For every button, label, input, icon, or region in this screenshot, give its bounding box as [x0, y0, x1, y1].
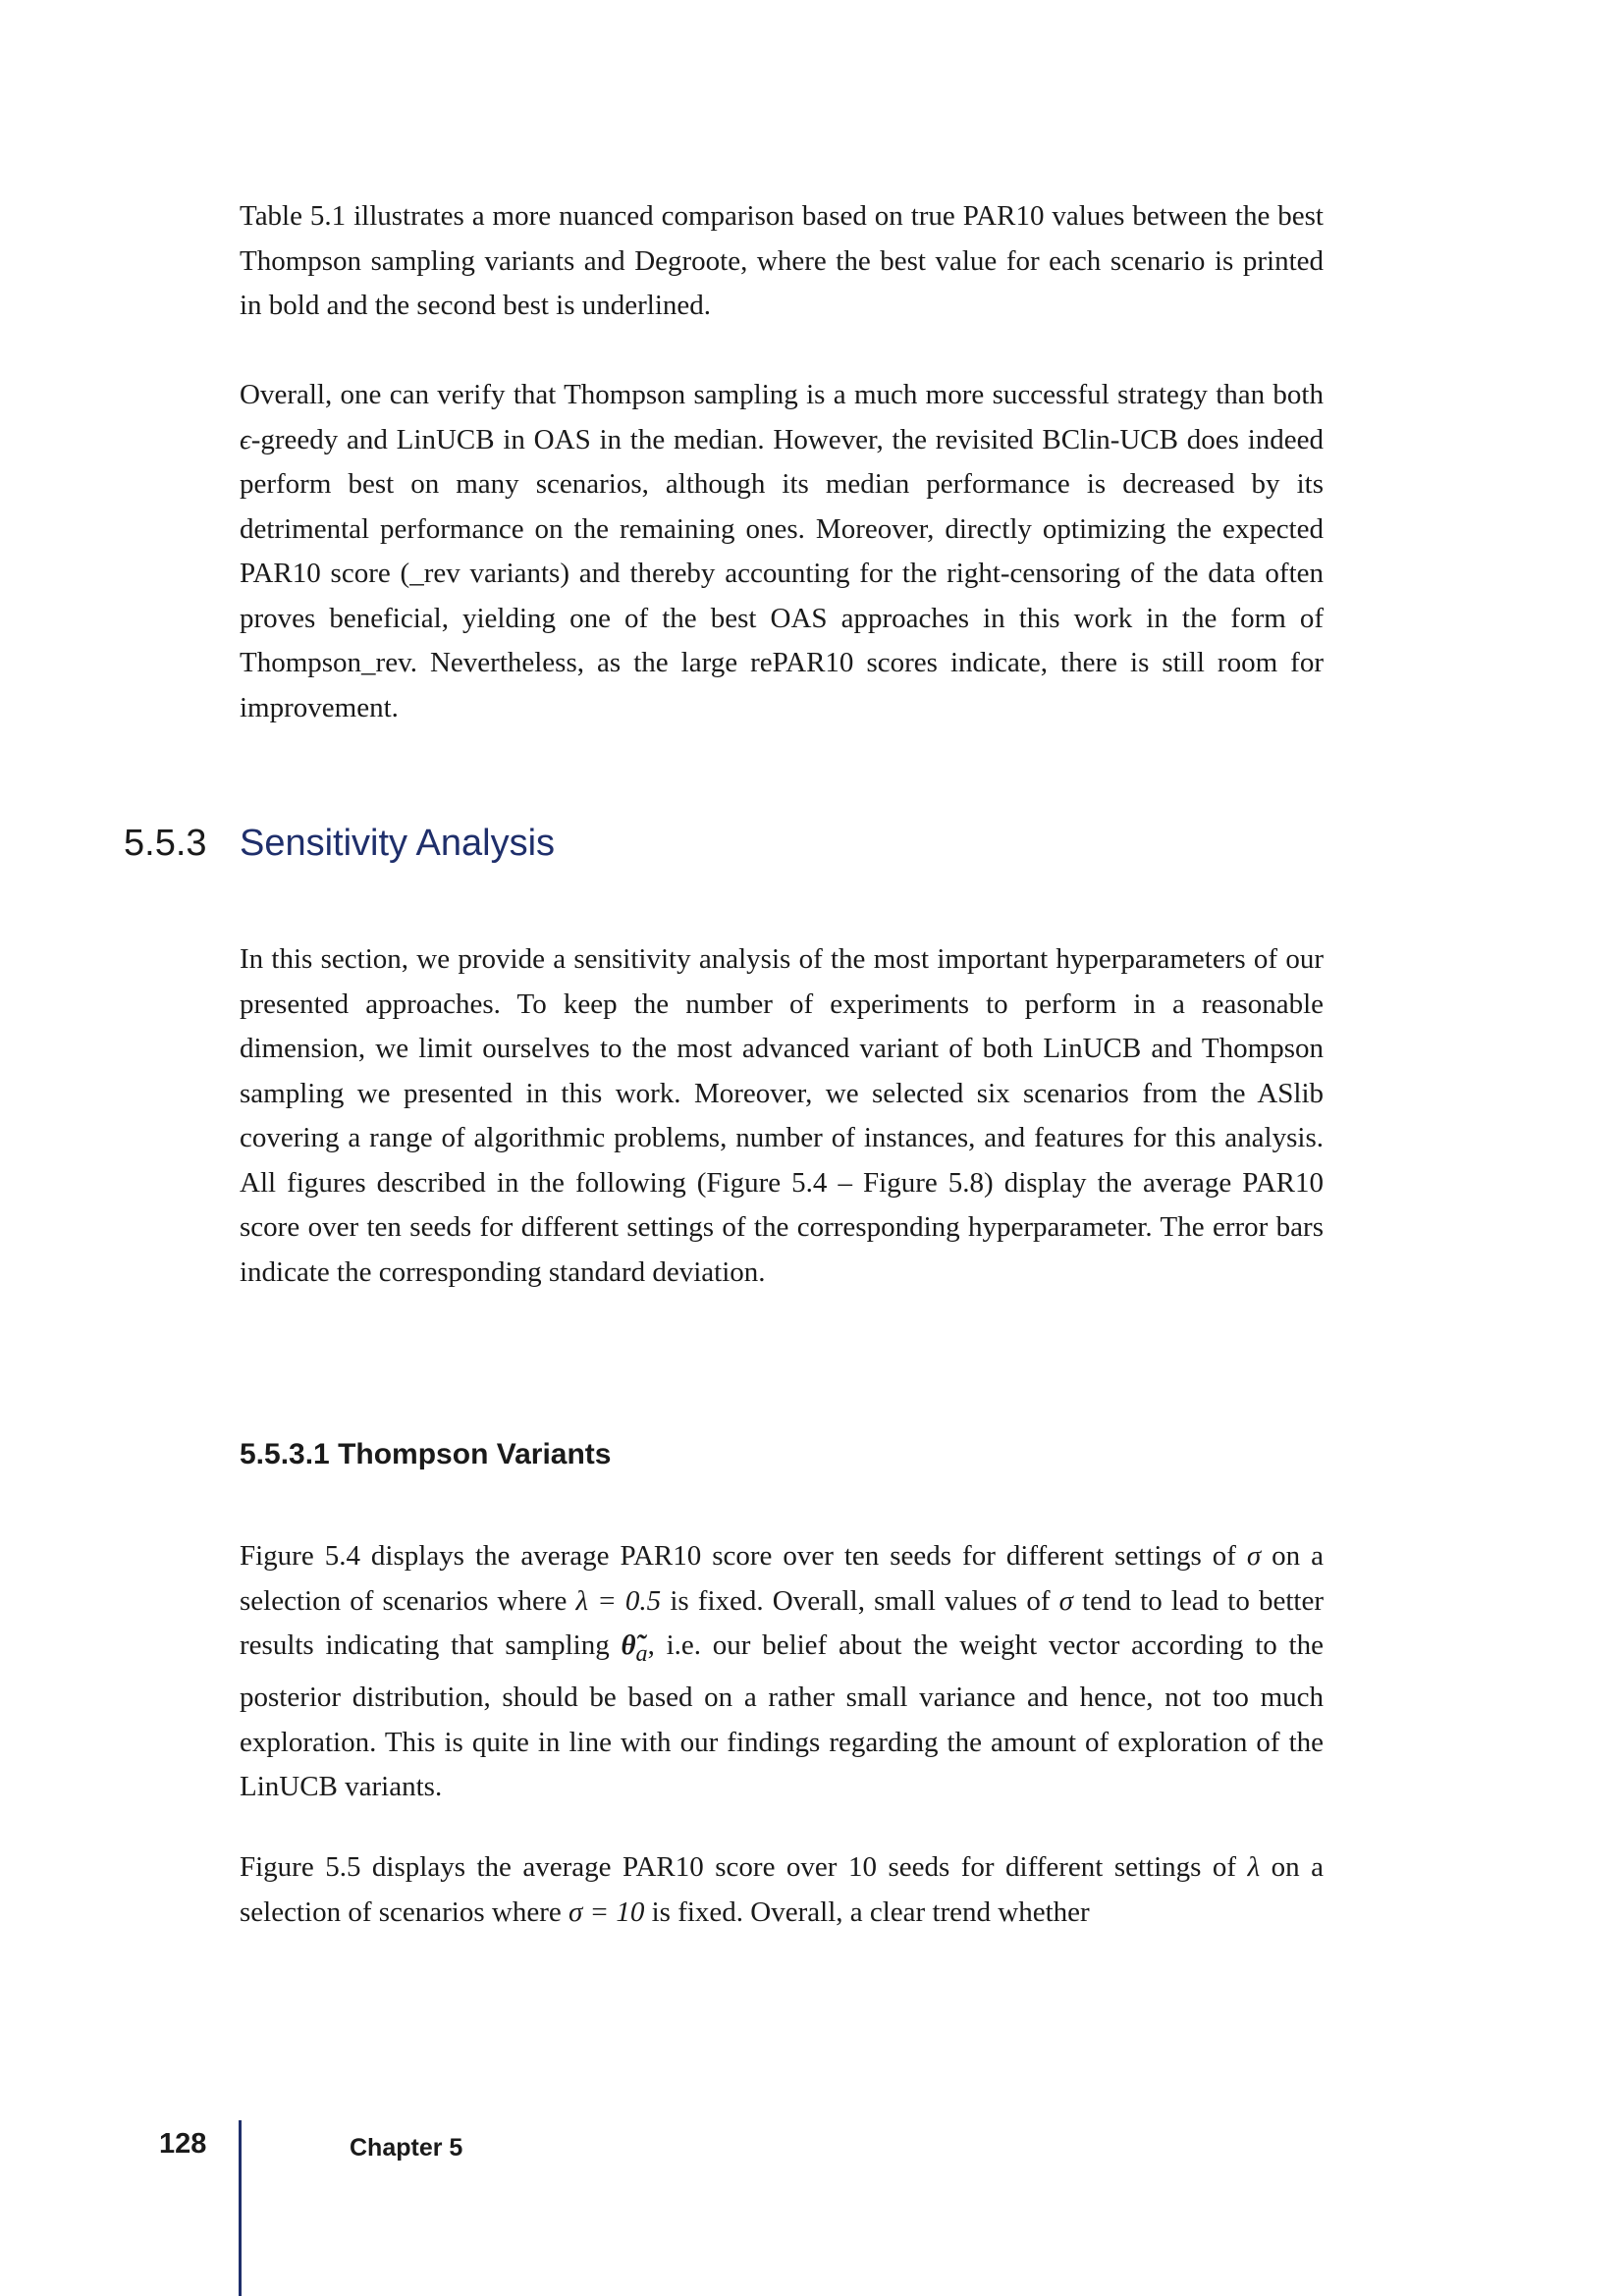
- theta-subscript: a: [635, 1639, 648, 1667]
- theta-symbol: θ̃: [621, 1629, 636, 1661]
- text-run: seeds for different settings of: [876, 1851, 1248, 1883]
- subsection-heading: 5.5.3.1 Thompson Variants: [240, 1438, 612, 1470]
- number-ten: 10: [847, 1851, 877, 1883]
- epsilon-symbol: ϵ: [240, 423, 251, 455]
- sigma-symbol: σ: [1058, 1584, 1073, 1617]
- paragraph-overall-comparison: [240, 373, 1324, 730]
- paragraph-table-comparison: Table 5.1 illustrates a more nuanced comparison based on true PAR10 values between the best Thompson sampling variants and Degroote, where the best value for each scenario is printed in bold and the second best is underlined.: [240, 200, 1324, 321]
- text-run: is fixed. Overall, small values of: [661, 1584, 1059, 1617]
- text-run: on a selection of scenarios where: [240, 1851, 1324, 1928]
- section-heading: [124, 823, 555, 865]
- sigma-symbol: σ: [1246, 1540, 1262, 1572]
- paragraph-sensitivity-intro: In this section, we provide a sensitivity analysis of the most important hyperparameters of our presented approaches. To keep the number of experiments to perform in a reasonable dimension, we limit ourselves to the most advanced variant of both LinUCB and Thompson sampling we presented in this work. Moreover, we selected six scenarios from the ASlib covering a range of algorithmic problems, number of instances, and features for this analysis. All figures described in the following (Figure 5.4 – Figure 5.8) display the average PAR10 score over ten seeds for different settings of the corresponding hyperparameter. The error bars indicate the corresponding standard deviation.: [240, 943, 1324, 1288]
- section-title: Sensitivity Analysis: [240, 823, 556, 864]
- footer-rule: [239, 2120, 242, 2296]
- text-run: Overall, one can verify that Thompson sampling is a much more successful strategy than both: [240, 379, 1324, 410]
- text-run: Figure 5.5 displays the average PAR10 score over: [240, 1851, 848, 1883]
- section-number: 5.5.3: [124, 823, 207, 864]
- sigma-equation: σ = 10: [568, 1896, 645, 1928]
- text-run: on a selection of scenarios where: [240, 1540, 1324, 1617]
- text-run: is fixed. Overall, a clear trend whether: [644, 1896, 1090, 1928]
- text-run: -greedy and LinUCB in OAS in the median. However, the revisited BClin-UCB does indeed perform best on many scenarios, although its median performance is decreased by its detrimental performance on the remaining ones. Moreover, directly optimizing the expected PAR10 score (_rev variants) and thereby accounting for the right-censoring of the data often proves beneficial, yielding one of the best OAS approaches in this work in the form of Thompson_rev. Nevertheless, as the large rePAR10 scores indicate, there is still room for improvement.: [240, 423, 1324, 723]
- text-run: Figure 5.4 displays the average PAR10 score over ten seeds for different settings of: [240, 1540, 1247, 1572]
- text-run: , i.e. our belief about the weight vector according to the posterior distribution, should be based on a rather small variance and hence, not too much exploration. This is quite in line with our findings regarding the amount of exploration of the LinUCB variants.: [240, 1629, 1324, 1803]
- chapter-label: Chapter 5: [350, 2134, 463, 2162]
- text-run: tend to lead to better results indicating that sampling: [240, 1584, 1324, 1661]
- lambda-symbol: λ: [1247, 1851, 1261, 1883]
- page-number: 128: [159, 2128, 207, 2160]
- paragraph-figure-5-4: [240, 1534, 1324, 1810]
- paragraph-figure-5-5: [240, 1845, 1324, 1935]
- lambda-equation: λ = 0.5: [575, 1584, 662, 1617]
